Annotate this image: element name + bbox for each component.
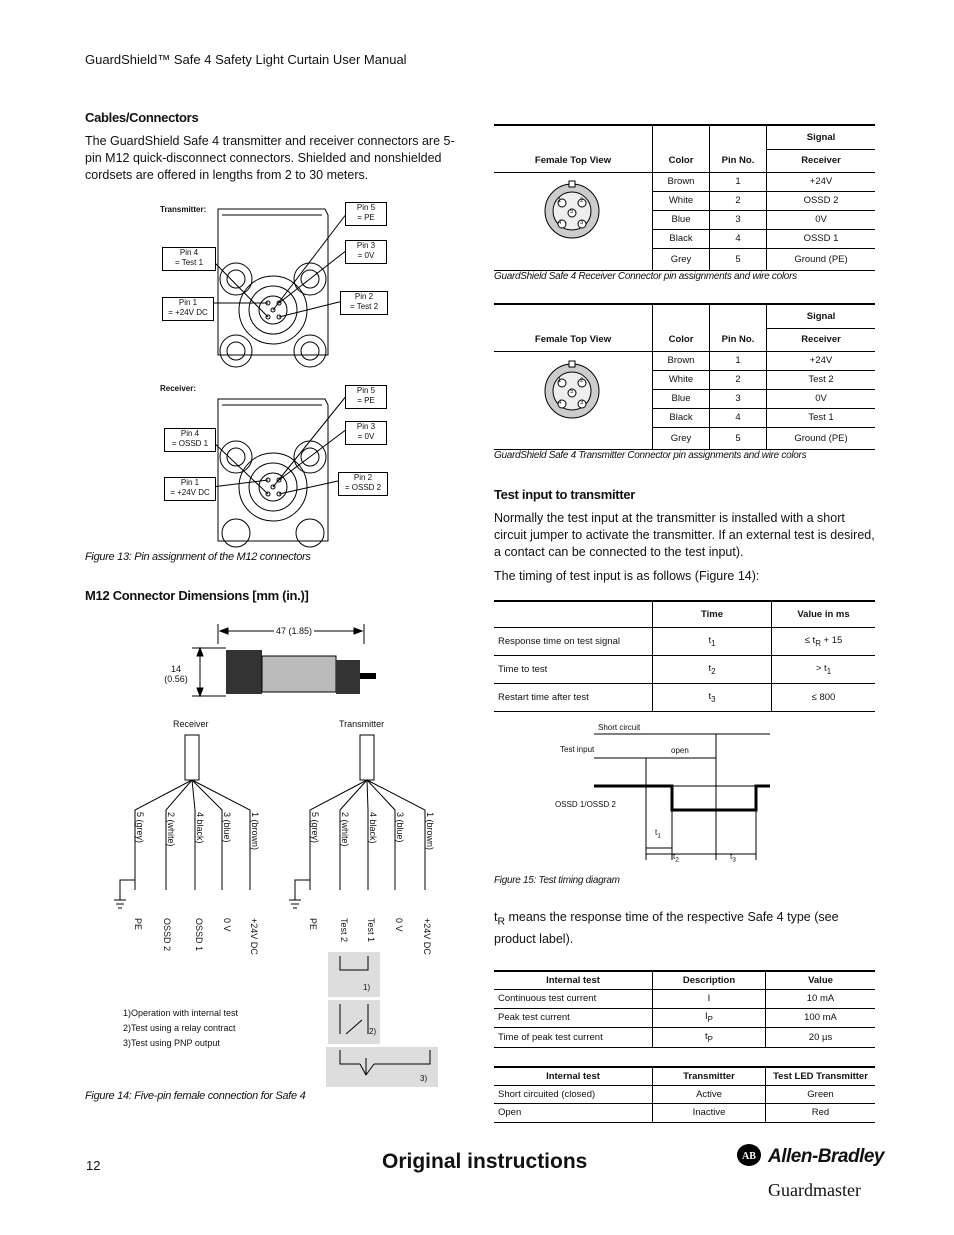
rx-wire-4: 4 black) bbox=[195, 812, 205, 844]
tx-pin-number-1: 1 bbox=[558, 378, 562, 384]
guardmaster-logo: Guardmaster bbox=[768, 1180, 861, 1200]
page-number: 12 bbox=[86, 1158, 101, 1173]
rx-pin3-box: Pin 3 = 0V bbox=[345, 421, 387, 445]
tx-pin-number-5: 5 bbox=[570, 389, 574, 395]
rx-wire-3: 3 (blue) bbox=[222, 812, 232, 843]
fig14-receiver-label: Receiver bbox=[173, 719, 209, 729]
figure13-caption: Figure 13: Pin assignment of the M12 connectors bbox=[85, 551, 311, 563]
rx-term-0v: 0 V bbox=[222, 918, 232, 932]
tx-wire-3: 3 (blue) bbox=[395, 812, 405, 843]
transmitter-table-caption: GuardShield Safe 4 Transmitter Connector pin assignments and wire colors bbox=[494, 450, 807, 461]
tx-wire-5: 5 (grey) bbox=[310, 812, 320, 844]
rx-pin5-box: Pin 5 = PE bbox=[345, 385, 387, 409]
rx-wire-2: 2 (white) bbox=[166, 812, 176, 847]
dim-width: 47 (1.85) bbox=[276, 626, 313, 636]
allen-bradley-logo-icon bbox=[736, 1143, 766, 1169]
box-label-2: 2) bbox=[369, 1027, 377, 1036]
figure14-caption: Figure 14: Five-pin female connection for Safe 4 bbox=[85, 1090, 306, 1102]
box-label-3: 3) bbox=[420, 1074, 428, 1083]
ossd-label: OSSD 1/OSSD 2 bbox=[555, 800, 616, 809]
rx-wire-1: 1 (brown) bbox=[250, 812, 260, 851]
transmitter-label: Transmitter: bbox=[160, 205, 207, 214]
tx-pin5-box: Pin 5 = PE bbox=[345, 202, 387, 226]
rx-term-pe: PE bbox=[133, 918, 143, 931]
internal-test-table: Internal test Description Value Continuous test current I 10 mA Peak test current $I_P$ 100 mA Time of peak test current $t_P$ 20 µs bbox=[494, 970, 875, 1048]
tx-term-pe: PE bbox=[308, 918, 318, 931]
rx-wire-5: 5 (grey) bbox=[135, 812, 145, 844]
tx-wire-1: 1 (brown) bbox=[425, 812, 435, 851]
timing-table: Time Value in ms Response time on test signal $t_1$ ≤ $t_R + 15$ Time to test $t_2$ > $t_1$ Restart time after test $t_3$ ≤ 800 bbox=[494, 600, 875, 712]
receiver-table-caption: GuardShield Safe 4 Receiver Connector pin assignments and wire colors bbox=[494, 271, 797, 282]
tx-wire-2: 2 (white) bbox=[340, 812, 350, 847]
tx-wire-4: 4 black) bbox=[368, 812, 378, 844]
transmitter-pin-table: Female Top View Color Pin No. Signal Receiver Brown 1 +24V White 2 Test 2 Blue 3 0V Black 4 Test 1 Grey 5 Ground (PE) bbox=[494, 303, 875, 450]
test-heading: Test input to transmitter bbox=[494, 487, 636, 502]
rx-pin-number-1: 1 bbox=[558, 198, 562, 204]
tx-pin-number-3: 3 bbox=[580, 400, 584, 406]
footer-title: Original instructions bbox=[382, 1150, 588, 1173]
t1-label: $t_1$ bbox=[655, 828, 661, 840]
tx-term-0v: 0 V bbox=[394, 918, 404, 932]
tx-pin4-box: Pin 4 = Test 1 bbox=[162, 247, 216, 271]
tx-pin1-box: Pin 1 = +24V DC bbox=[162, 297, 214, 321]
box-label-1: 1) bbox=[363, 983, 371, 992]
tx-pin-number-2: 2 bbox=[580, 378, 584, 384]
rx-pin-number-3: 3 bbox=[580, 220, 584, 226]
rx-term-24v: +24V DC bbox=[249, 918, 259, 955]
rx-pin-number-4: 4 bbox=[558, 220, 562, 226]
led-table: Internal test Transmitter Test LED Transmitter Short circuited (closed) Active Green Open Inactive Red bbox=[494, 1066, 875, 1123]
tx-pin-number-4: 4 bbox=[558, 400, 562, 406]
cables-heading: Cables/Connectors bbox=[85, 110, 199, 125]
receiver-pin-table: Female Top View Color Pin No. Signal Receiver Brown 1 +24V White 2 OSSD 2 Blue 3 0V Black 4 OSSD 1 Grey 5 Ground (PE) bbox=[494, 124, 875, 271]
tr-note: $t_R$ means the response time of the respective Safe 4 type (see product label). bbox=[494, 910, 839, 946]
rx-pin-number-2: 2 bbox=[580, 198, 584, 204]
svg-text:AB: AB bbox=[742, 1151, 756, 1162]
rx-term-ossd2: OSSD 2 bbox=[162, 918, 172, 952]
wiring-notes: 1)Operation with internal test 2)Test using a relay contract 3)Test using PNP output bbox=[123, 1008, 239, 1048]
tx-term-test2: Test 2 bbox=[339, 918, 349, 943]
tx-term-24v: +24V DC bbox=[422, 918, 432, 955]
test-timing-diagram bbox=[494, 720, 794, 870]
test-text: Normally the test input at the transmitter is installed with a short circuit jumper to activate the transmitter. If an external test is desired, a contact can be connected to the test input). bbox=[494, 511, 875, 559]
brand-name: Allen-Bradley bbox=[768, 1146, 884, 1167]
tx-pin2-box: Pin 2 = Test 2 bbox=[340, 291, 388, 315]
t3-label: $t_3$ bbox=[730, 852, 736, 864]
short-circuit-label: Short circuit bbox=[598, 723, 641, 732]
rx-pin4-box: Pin 4 = OSSD 1 bbox=[164, 428, 216, 452]
rx-pin2-box: Pin 2 = OSSD 2 bbox=[338, 472, 388, 496]
tx-term-test1: Test 1 bbox=[366, 918, 376, 943]
dim-height: 14 (0.56) bbox=[164, 664, 188, 684]
receiver-label: Receiver: bbox=[160, 384, 197, 393]
t2-label: $t_2$ bbox=[673, 852, 679, 864]
timing-text: The timing of test input is as follows (Figure 14): bbox=[494, 569, 760, 583]
figure15-caption: Figure 15: Test timing diagram bbox=[494, 875, 620, 886]
rx-pin-number-5: 5 bbox=[570, 209, 574, 215]
rx-pin1-box: Pin 1 = +24V DC bbox=[164, 477, 216, 501]
cables-text: The GuardShield Safe 4 transmitter and receiver connectors are 5-pin M12 quick-disconnect connectors. Shielded and nonshielded cordsets are offered in lengths from 2 to 30 meters. bbox=[85, 134, 455, 182]
page-header: GuardShield™ Safe 4 Safety Light Curtain User Manual bbox=[85, 52, 407, 67]
rx-term-ossd1: OSSD 1 bbox=[194, 918, 204, 952]
tx-pin3-box: Pin 3 = 0V bbox=[345, 240, 387, 264]
test-input-label: Test input bbox=[560, 745, 595, 754]
fig14-transmitter-label: Transmitter bbox=[339, 719, 385, 729]
open-label: open bbox=[671, 746, 689, 755]
m12-heading: M12 Connector Dimensions [mm (in.)] bbox=[85, 588, 309, 603]
